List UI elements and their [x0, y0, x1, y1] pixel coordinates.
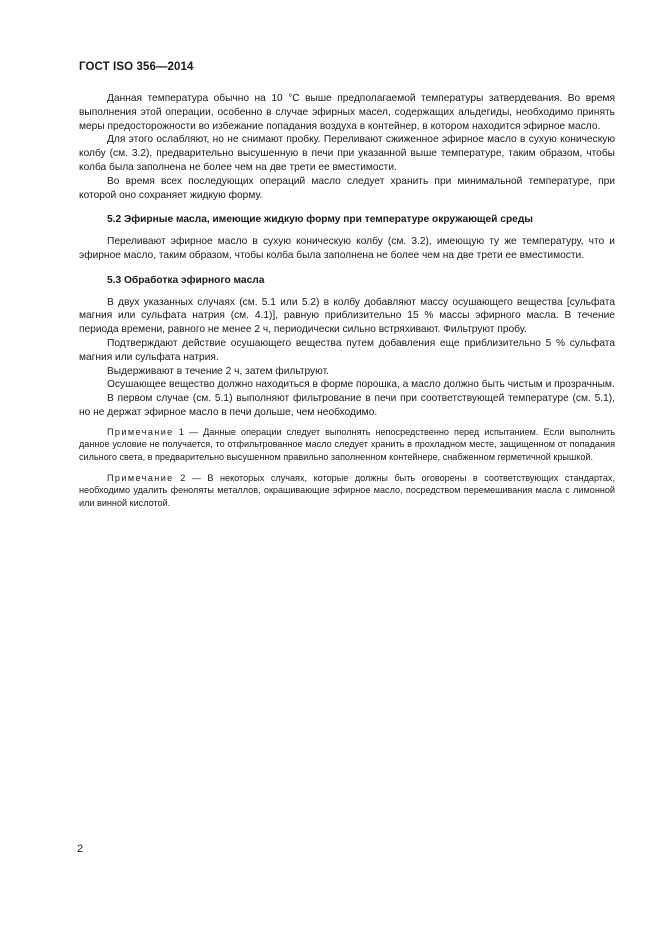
paragraph: Подтверждают действие осушающего вещества путем добавления еще приблизительно 5 % сульфата магния или сульфата натрия.	[79, 337, 615, 363]
paragraph: Осушающее вещество должно находиться в форме порошка, а масло должно быть чистым и прозрачным.	[107, 379, 615, 391]
section-heading-5-2: 5.2 Эфирные масла, имеющие жидкую форму при температуре окружающей среды	[107, 214, 533, 226]
page-number: 2	[77, 843, 84, 855]
paragraph: Для этого ослабляют, но не снимают пробку. Переливают сжиженное эфирное масло в сухую коническую колбу (см. 3.2), предварительно высушенную в печи при указанной выше температуре, таким образом, чтобы колба была заполнена не более чем на две трети ее вместимости.	[79, 134, 615, 173]
paragraph: Переливают эфирное масло в сухую коническую колбу (см. 3.2), имеющую ту же температуру, что и эфирное масло, таким образом, чтобы колба была заполнена не более чем на две трети ее вместимости.	[79, 236, 615, 261]
note-text: — В некоторых случаях, которые должны быть оговорены в соответствующих стандартах, необходимо удалить феноляты металлов, окрашивающие эфирное масло, посредством перемешивания масла с лимонной или винной кислотой.	[79, 472, 616, 508]
note-number: 2	[180, 472, 186, 483]
paragraph: В первом случае (см. 5.1) выполняют фильтрование в печи при соответствующей температуре (см. 5.1), но не держат эфирное масло в печи дольше, чем необходимо.	[79, 393, 615, 418]
paragraph: Во время всех последующих операций масло следует хранить при минимальной температуре, при которой оно сохраняет жидкую форму.	[79, 175, 615, 201]
paragraph: В двух указанных случаях (см. 5.1 или 5.2) в колбу добавляют массу осушающего вещества [сульфата магния или сульфата натрия (см. 4.1)], равную приблизительно 15 % массы эфирного масла. В течение периода времени, равного не менее 2 ч, периодически сильно встряхивают. Фильтруют пробу.	[79, 296, 615, 336]
note-1	[79, 426, 615, 464]
note-number: 1	[178, 426, 184, 437]
paragraph: Выдерживают в течение 2 ч, затем фильтруют.	[107, 365, 329, 377]
note-label: Примечание	[107, 472, 174, 483]
note-label: Примечание	[107, 426, 174, 437]
note-text: — Данные операции следует выполнять непосредственно перед испытанием. Если выполнить данное условие не получается, то отфильтрованное масло следует хранить в прохладном месте, защищенном от попадания сильного света, в предварительно высушенном правильно заполненном контейнере, снабженном герметичной крышкой.	[79, 426, 615, 462]
section-heading-5-3: 5.3 Обработка эфирного масла	[107, 274, 265, 286]
document-header: ГОСТ ISO 356—2014	[79, 61, 194, 73]
paragraph: Данная температура обычно на 10 °С выше предполагаемой температуры затвердевания. Во время выполнения этой операции, особенно в случае эфирных масел, содержащих альдегиды, необходимо принять меры предосторожности во избежание попадания воздуха в контейнер, в котором находится эфирное масло.	[79, 93, 615, 132]
document-body	[79, 92, 615, 517]
note-2	[79, 472, 615, 510]
